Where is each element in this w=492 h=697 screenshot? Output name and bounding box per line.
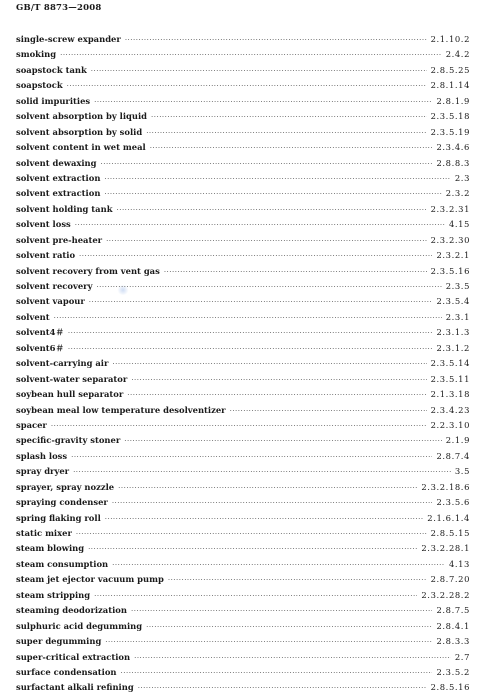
section-number: 2.3.5.16 [430,265,470,276]
index-term: steam blowing [16,543,85,554]
index-entry [16,588,470,603]
dot-leader [150,141,433,156]
section-number: 3.5 [454,466,470,477]
index-entry [16,248,470,263]
index-entry [16,94,470,109]
dot-leader [51,419,427,434]
index-term: super-critical extraction [16,651,131,662]
dot-leader [54,311,442,326]
index-entry [16,156,470,171]
section-number: 2.3.2.28.1 [421,543,470,554]
section-number: 2.3.5.14 [430,358,470,369]
index-term: steaming deodorization [16,605,127,616]
dot-leader [151,110,427,125]
index-term: solvent-carrying air [16,358,109,369]
dot-leader [94,95,432,110]
index-term: super degumming [16,636,102,647]
dot-leader [68,326,433,341]
section-number: 2.3.5.6 [436,497,470,508]
index-entry [16,63,470,78]
dot-leader [105,512,424,527]
section-number: 2.3.1.2 [436,342,470,353]
index-entry [16,372,470,387]
index-term: steam jet ejector vacuum pump [16,574,164,585]
index-entry [16,171,470,186]
index-entry [16,264,470,279]
dot-leader [76,527,427,542]
index-term: surfactant alkali refining [16,682,134,693]
index-term: sprayer, spray nozzle [16,481,115,492]
index-entry [16,449,470,464]
index-entry [16,217,470,232]
index-entry [16,634,470,649]
dot-leader [112,496,433,511]
index-entry [16,495,470,510]
index-entry [16,233,470,248]
dot-leader [68,342,433,357]
dot-leader [146,620,432,635]
dot-leader [131,373,426,388]
section-number: 2.3.2.30 [430,234,470,245]
section-number: 2.3.5.4 [436,296,470,307]
dot-leader [67,79,427,94]
section-number: 2.3.5 [445,281,470,291]
index-entry [16,464,470,479]
dot-leader [121,666,433,681]
index-term: soapstock tank [16,64,87,75]
index-term: steam consumption [16,558,109,569]
index-entry [16,294,470,309]
index-term: soybean meal low temperature desolventizer [16,404,226,415]
section-number: 4.15 [448,219,470,230]
index-term: solvent absorption by solid [16,126,143,137]
index-entry [16,125,470,140]
dot-leader [104,187,441,202]
index-entry [16,511,470,526]
section-number: 2.1.10.2 [430,34,470,44]
index-entry [16,526,470,541]
index-entry [16,541,470,556]
index-entry [16,341,470,356]
dot-leader [118,481,417,496]
dot-leader [134,651,451,666]
section-number: 4.13 [448,558,470,569]
index-term: solvent ratio [16,250,76,261]
index-entry [16,109,470,124]
index-term: spraying condenser [16,497,108,508]
section-number: 2.1.3.18 [430,389,470,400]
section-number: 2.2.3.10 [430,419,470,430]
index-term: specific-gravity stoner [16,435,121,446]
index-term: solvent extraction [16,172,101,183]
index-entry [16,619,470,634]
index-entry [16,32,470,47]
dot-leader [138,681,427,696]
index-entry [16,665,470,680]
index-entry [16,387,470,402]
index-entry [16,310,470,325]
index-term: solvent loss [16,219,71,230]
dot-leader [146,126,426,141]
index-term: solvent4＃ [16,327,64,338]
dot-leader [131,604,433,619]
index-term: spring flaking roll [16,512,101,523]
index-term: solvent-water separator [16,373,128,384]
dot-leader [124,434,441,449]
index-term: solvent pre-heater [16,234,103,245]
index-term: sulphuric acid degumming [16,620,143,631]
dot-leader [106,234,426,249]
section-number: 2.8.7.4 [436,450,470,461]
index-term: surface condensation [16,666,117,677]
dot-leader [230,404,427,419]
index-entry [16,325,470,340]
dot-leader [127,388,426,403]
index-term: solvent recovery from vent gas [16,265,160,276]
index-term: solvent content in wet meal [16,142,146,153]
section-number: 2.8.8.3 [436,157,470,168]
section-number: 2.3.5.2 [436,666,470,677]
section-number: 2.4.2 [445,49,470,60]
dot-leader [112,357,426,372]
index-term: solvent extraction [16,188,101,199]
index-term: soybean hull separator [16,389,124,400]
section-number: 2.3.2.31 [430,203,470,214]
dot-leader [117,203,427,218]
dot-leader [168,573,427,588]
section-number: 2.3.2 [445,188,470,199]
index-term: steam stripping [16,589,91,600]
dot-leader [164,265,427,280]
index-term: splash loss [16,450,68,461]
index-entry [16,403,470,418]
index-entry [16,572,470,587]
index-list [16,32,470,696]
dot-leader [60,48,442,63]
section-number: 2.3.2.28.2 [421,589,470,600]
index-entry [16,680,470,695]
index-entry [16,78,470,93]
dot-leader [88,542,417,557]
index-term: solid impurities [16,95,91,106]
index-term: soapstock [16,80,63,91]
section-number: 2.3.1.3 [436,327,470,338]
dot-leader [75,218,445,233]
dot-leader [125,33,427,48]
dot-leader [91,64,427,79]
section-number: 2.3.5.19 [430,126,470,137]
index-entry [16,47,470,62]
section-number: 2.8.4.1 [436,620,470,631]
dot-leader [105,635,432,650]
section-number: 2.8.1.9 [436,95,470,106]
section-number: 2.8.1.14 [430,80,470,91]
dot-leader [71,450,432,465]
index-term: smoking [16,49,57,60]
dot-leader [73,465,451,480]
index-entry [16,480,470,495]
index-term: solvent absorption by liquid [16,111,148,122]
index-term: solvent6＃ [16,342,64,353]
index-term: solvent recovery [16,281,93,291]
index-entry [16,186,470,201]
dot-leader [79,249,432,264]
index-entry [16,650,470,665]
dot-leader [112,558,445,573]
index-entry [16,140,470,155]
section-number: 2.8.3.3 [436,636,470,647]
section-number: 2.8.5.25 [430,64,470,75]
index-entry [16,202,470,217]
index-entry [16,603,470,618]
section-number: 2.1.9 [445,435,470,446]
index-term: solvent [16,311,50,322]
standard-code-header: GB/T 8873—2008 [16,3,102,13]
index-entry [16,418,470,433]
index-term: spray dryer [16,466,70,477]
index-term: solvent dewaxing [16,157,97,168]
section-number: 2.8.7.5 [436,605,470,616]
dot-leader [96,280,441,295]
section-number: 2.3.2.1 [436,250,470,261]
section-number: 2.3 [454,172,470,183]
index-entry [16,433,470,448]
index-term: single-screw expander [16,34,121,44]
dot-leader [104,172,450,187]
dot-leader [94,589,417,604]
section-number: 2.1.6.1.4 [427,512,470,523]
section-number: 2.3.2.18.6 [421,481,470,492]
index-term: solvent vapour [16,296,85,307]
index-entry [16,557,470,572]
section-number: 2.3.4.23 [430,404,470,415]
dot-leader [89,295,433,310]
section-number: 2.8.5.15 [430,528,470,538]
index-term: spacer [16,419,47,430]
index-entry [16,356,470,371]
dot-leader [101,157,433,172]
section-number: 2.3.4.6 [436,142,470,153]
section-number: 2.8.7.20 [430,574,470,585]
section-number: 2.7 [454,651,470,662]
section-number: 2.3.5.11 [430,373,470,384]
index-entry [16,279,470,294]
index-term: solvent holding tank [16,203,113,214]
section-number: 2.8.5.16 [430,682,470,693]
section-number: 2.3.5.18 [430,111,470,122]
section-number: 2.3.1 [445,311,470,322]
index-term: static mixer [16,528,72,538]
